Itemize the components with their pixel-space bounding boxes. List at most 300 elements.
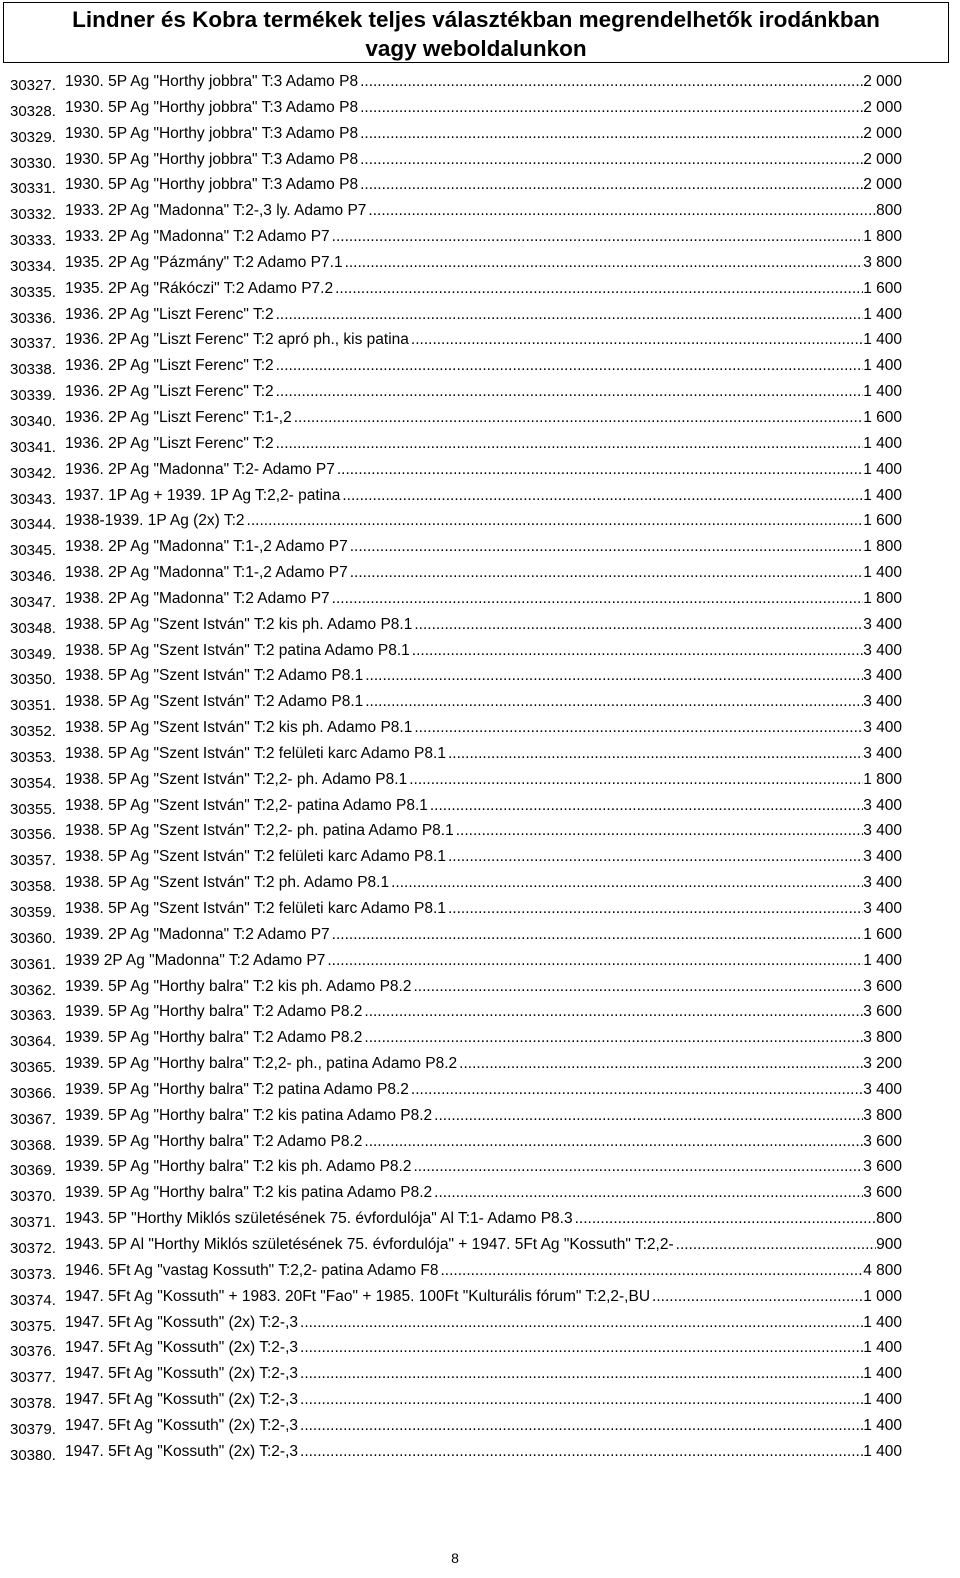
item-description: 1938. 5P Ag "Szent István" T:2,2- ph. patina Adamo P8.1 [65, 822, 454, 840]
item-number: 30330. [10, 154, 56, 172]
item-number: 30356. [10, 826, 56, 844]
item-description: 1939. 5P Ag "Horthy balra" T:2,2- ph., patina Adamo P8.2 [65, 1055, 458, 1073]
catalog-item [10, 923, 902, 949]
dot-leader [348, 538, 863, 556]
item-price: 3 400 [863, 641, 902, 659]
item-number: 30360. [10, 929, 56, 947]
item-line [65, 667, 902, 685]
item-description: 1938. 5P Ag "Szent István" T:2 felületi karc Adamo P8.1 [65, 744, 446, 762]
item-number: 30332. [10, 206, 56, 224]
catalog-item [10, 1000, 902, 1026]
item-description: 1939. 5P Ag "Horthy balra" T:2 kis patina Adamo P8.2 [65, 1184, 433, 1202]
item-price: 1 400 [863, 951, 902, 969]
catalog-item [10, 794, 902, 820]
catalog-item [10, 639, 902, 665]
item-description: 1937. 1P Ag + 1939. 1P Ag T:2,2- patina [65, 486, 341, 504]
item-line [65, 926, 902, 944]
dot-leader [362, 1003, 863, 1021]
dot-leader [340, 487, 863, 505]
item-line [65, 254, 902, 272]
item-line [65, 1003, 902, 1021]
item-price: 1 400 [863, 383, 902, 401]
item-line [65, 357, 902, 375]
item-line [65, 461, 902, 479]
dot-leader [348, 564, 863, 582]
item-line [65, 1029, 902, 1047]
item-number: 30334. [10, 257, 56, 275]
catalog-item [10, 1259, 902, 1285]
dot-leader [298, 1314, 863, 1332]
item-price: 1 600 [863, 408, 902, 426]
item-description: 1938. 2P Ag "Madonna" T:1-,2 Adamo P7 [65, 538, 348, 556]
item-line [65, 280, 902, 298]
item-number: 30365. [10, 1059, 56, 1077]
dot-leader [389, 874, 863, 892]
item-number: 30349. [10, 645, 56, 663]
dot-leader [409, 1081, 863, 1099]
dot-leader [362, 1029, 863, 1047]
dot-leader [330, 926, 864, 944]
item-description: 1930. 5P Ag "Horthy jobbra" T:3 Adamo P8 [65, 176, 359, 194]
catalog-item [10, 819, 902, 845]
catalog-item [10, 871, 902, 897]
item-number: 30350. [10, 671, 56, 689]
item-price: 2 000 [863, 98, 902, 116]
item-description: 1947. 5Ft Ag "Kossuth" (2x) T:2-,3 [65, 1365, 299, 1383]
item-description: 1938. 5P Ag "Szent István" T:2 kis ph. Adamo P8.1 [65, 719, 413, 737]
item-line [65, 719, 902, 737]
item-price: 2 000 [863, 124, 902, 142]
item-description: 1939. 5P Ag "Horthy balra" T:2 kis ph. Adamo P8.2 [65, 977, 412, 995]
item-description: 1947. 5Ft Ag "Kossuth" (2x) T:2-,3 [65, 1339, 299, 1357]
item-number: 30363. [10, 1007, 56, 1025]
catalog-item [10, 1155, 902, 1181]
item-price: 1 000 [863, 1287, 902, 1305]
item-price: 1 400 [863, 564, 902, 582]
dot-leader [245, 512, 864, 530]
item-price: 2 000 [863, 176, 902, 194]
dot-leader [274, 357, 864, 375]
dot-leader [410, 642, 863, 660]
item-number: 30369. [10, 1162, 56, 1180]
dot-leader [298, 1339, 863, 1357]
catalog-item [10, 716, 902, 742]
catalog-item [10, 949, 902, 975]
catalog-item [10, 484, 902, 510]
item-number: 30327. [10, 77, 56, 94]
item-line [65, 1158, 902, 1176]
catalog-item [10, 1026, 902, 1052]
dot-leader [446, 745, 863, 763]
item-price: 3 400 [863, 848, 902, 866]
dot-leader [358, 99, 863, 117]
item-number: 30357. [10, 852, 56, 870]
item-line [65, 952, 902, 970]
catalog-item [10, 1414, 902, 1440]
item-number: 30368. [10, 1136, 56, 1154]
item-line [65, 409, 902, 427]
item-description: 1947. 5Ft Ag "Kossuth" (2x) T:2-,3 [65, 1391, 299, 1409]
dot-leader [412, 616, 863, 634]
item-description: 1939. 5P Ag "Horthy balra" T:2 Adamo P8.2 [65, 1132, 363, 1150]
catalog-list [10, 70, 902, 1466]
dot-leader [333, 280, 863, 298]
item-line [65, 1443, 902, 1461]
item-line [65, 1133, 902, 1151]
item-price: 3 600 [863, 1158, 902, 1176]
catalog-item [10, 277, 902, 303]
item-price: 3 400 [863, 1080, 902, 1098]
dot-leader [446, 900, 863, 918]
catalog-item [10, 664, 902, 690]
item-line [65, 435, 902, 453]
catalog-item [10, 509, 902, 535]
catalog-item [10, 1078, 902, 1104]
item-description: 1936. 2P Ag "Liszt Ferenc" T:2 [65, 383, 274, 401]
item-description: 1930. 5P Ag "Horthy jobbra" T:3 Adamo P8 [65, 98, 359, 116]
item-number: 30371. [10, 1214, 56, 1232]
dot-leader [674, 1236, 876, 1254]
item-number: 30342. [10, 464, 56, 482]
dot-leader [330, 228, 864, 246]
page-header [3, 2, 949, 63]
catalog-item [10, 70, 902, 96]
item-price: 1 400 [863, 1391, 902, 1409]
item-description: 1938. 5P Ag "Szent István" T:2 patina Adamo P8.1 [65, 641, 410, 659]
item-price: 1 800 [863, 228, 902, 246]
catalog-item [10, 1362, 902, 1388]
item-price: 3 600 [863, 977, 902, 995]
item-number: 30336. [10, 309, 56, 327]
dot-leader [446, 848, 863, 866]
item-price: 1 400 [863, 331, 902, 349]
item-number: 30346. [10, 568, 56, 586]
item-description: 1939. 5P Ag "Horthy balra" T:2 Adamo P8.2 [65, 1029, 363, 1047]
dot-leader [274, 306, 864, 324]
item-price: 3 400 [863, 719, 902, 737]
catalog-item [10, 354, 902, 380]
item-price: 3 400 [863, 822, 902, 840]
item-description: 1939. 5P Ag "Horthy balra" T:2 patina Adamo P8.2 [65, 1080, 409, 1098]
catalog-item [10, 1233, 902, 1259]
catalog-item [10, 742, 902, 768]
catalog-item [10, 561, 902, 587]
dot-leader [438, 1262, 863, 1280]
catalog-item [10, 1336, 902, 1362]
item-description: 1936. 2P Ag "Liszt Ferenc" T:2 [65, 305, 274, 323]
item-number: 30377. [10, 1369, 56, 1387]
dot-leader [573, 1210, 877, 1228]
dot-leader [454, 822, 863, 840]
item-number: 30366. [10, 1084, 56, 1102]
catalog-item [10, 1181, 902, 1207]
dot-leader [298, 1391, 863, 1409]
item-line [65, 616, 902, 634]
header-line-2: vagy weboldalunkon [365, 36, 587, 61]
item-price: 1 800 [863, 770, 902, 788]
item-line [65, 176, 902, 194]
item-price: 1 800 [863, 589, 902, 607]
item-number: 30372. [10, 1239, 56, 1257]
item-price: 3 600 [863, 1184, 902, 1202]
item-line [65, 1081, 902, 1099]
dot-leader [358, 125, 863, 143]
item-price: 1 400 [863, 486, 902, 504]
item-price: 1 400 [863, 1365, 902, 1383]
item-number: 30343. [10, 490, 56, 508]
item-price: 900 [876, 1235, 902, 1253]
item-price: 3 400 [863, 667, 902, 685]
item-description: 1938. 5P Ag "Szent István" T:2 Adamo P8.1 [65, 693, 364, 711]
dot-leader [432, 1107, 863, 1125]
item-price: 3 600 [863, 1132, 902, 1150]
item-description: 1938. 5P Ag "Szent István" T:2 Adamo P8.1 [65, 667, 364, 685]
dot-leader [428, 797, 863, 815]
item-description: 1935. 2P Ag "Pázmány" T:2 Adamo P7.1 [65, 253, 343, 271]
dot-leader [274, 383, 864, 401]
dot-leader [358, 151, 863, 169]
item-description: 1936. 2P Ag "Madonna" T:2- Adamo P7 [65, 460, 335, 478]
item-description: 1933. 2P Ag "Madonna" T:2-,3 ly. Adamo P7 [65, 202, 367, 220]
catalog-item [10, 1388, 902, 1414]
item-description: 1939. 5P Ag "Horthy balra" T:2 kis ph. Adamo P8.2 [65, 1158, 412, 1176]
item-description: 1938. 5P Ag "Szent István" T:2,2- patina Adamo P8.1 [65, 796, 428, 814]
item-line [65, 642, 902, 660]
item-line [65, 1055, 902, 1073]
item-price: 1 400 [863, 357, 902, 375]
item-number: 30341. [10, 438, 56, 456]
item-number: 30354. [10, 774, 56, 792]
item-description: 1938. 5P Ag "Szent István" T:2 ph. Adamo P8.1 [65, 874, 390, 892]
item-description: 1943. 5P "Horthy Miklós születésének 75. évfordulója" Al T:1- Adamo P8.3 [65, 1210, 573, 1228]
item-line [65, 306, 902, 324]
catalog-item [10, 535, 902, 561]
item-number: 30362. [10, 981, 56, 999]
catalog-item [10, 1207, 902, 1233]
catalog-item [10, 148, 902, 174]
item-line [65, 822, 902, 840]
item-description: 1939. 5P Ag "Horthy balra" T:2 Adamo P8.2 [65, 1003, 363, 1021]
catalog-item [10, 251, 902, 277]
item-description: 1936. 2P Ag "Liszt Ferenc" T:2 [65, 434, 274, 452]
item-price: 3 800 [863, 1106, 902, 1124]
item-number: 30379. [10, 1420, 56, 1438]
dot-leader [457, 1055, 863, 1073]
catalog-item [10, 587, 902, 613]
item-price: 3 800 [863, 253, 902, 271]
dot-leader [343, 254, 864, 272]
catalog-item [10, 768, 902, 794]
item-line [65, 331, 902, 349]
item-number: 30378. [10, 1395, 56, 1413]
item-price: 3 400 [863, 874, 902, 892]
item-description: 1938. 2P Ag "Madonna" T:1-,2 Adamo P7 [65, 564, 348, 582]
dot-leader [363, 693, 863, 711]
dot-leader [274, 435, 864, 453]
item-number: 30375. [10, 1317, 56, 1335]
item-price: 4 800 [863, 1261, 902, 1279]
dot-leader [358, 73, 863, 91]
dot-leader [411, 1158, 863, 1176]
item-price: 1 600 [863, 512, 902, 530]
item-number: 30335. [10, 283, 56, 301]
item-number: 30370. [10, 1188, 56, 1206]
item-description: 1930. 5P Ag "Horthy jobbra" T:3 Adamo P8 [65, 73, 359, 90]
item-price: 2 000 [863, 150, 902, 168]
item-line [65, 1365, 902, 1383]
item-line [65, 874, 902, 892]
item-line [65, 1262, 902, 1280]
catalog-item [10, 1052, 902, 1078]
item-line [65, 538, 902, 556]
item-description: 1943. 5P Al "Horthy Miklós születésének 75. évfordulója" + 1947. 5Ft Ag "Kossuth" T:2,2- [65, 1235, 674, 1253]
item-line [65, 1107, 902, 1125]
item-number: 30338. [10, 361, 56, 379]
item-number: 30359. [10, 904, 56, 921]
dot-leader [411, 978, 863, 996]
item-line [65, 771, 902, 789]
item-line [65, 693, 902, 711]
item-line [65, 900, 902, 918]
item-number: 30348. [10, 619, 56, 637]
item-line [65, 151, 902, 169]
item-number: 30353. [10, 748, 56, 766]
item-number: 30328. [10, 102, 56, 120]
item-number: 30374. [10, 1291, 56, 1309]
item-line [65, 383, 902, 401]
item-price: 3 400 [863, 744, 902, 762]
item-description: 1939. 5P Ag "Horthy balra" T:2 kis patina Adamo P8.2 [65, 1106, 433, 1124]
item-line [65, 590, 902, 608]
item-price: 1 400 [863, 460, 902, 478]
item-price: 3 200 [863, 1055, 902, 1073]
item-price: 3 400 [863, 615, 902, 633]
item-number: 30355. [10, 800, 56, 818]
item-price: 1 400 [863, 305, 902, 323]
item-description: 1930. 5P Ag "Horthy jobbra" T:3 Adamo P8 [65, 150, 359, 168]
catalog-item [10, 845, 902, 871]
catalog-item [10, 432, 902, 458]
item-description: 1947. 5Ft Ag "Kossuth" + 1983. 20Ft "Fao" + 1985. 100Ft "Kulturális fórum" T:2,2-,BU [65, 1287, 651, 1305]
dot-leader [432, 1184, 863, 1202]
item-number: 30333. [10, 232, 56, 250]
item-line [65, 512, 902, 530]
item-description: 1935. 2P Ag "Rákóczi" T:2 Adamo P7.2 [65, 279, 334, 297]
item-price: 3 600 [863, 1003, 902, 1021]
item-line [65, 1314, 902, 1332]
item-number: 30364. [10, 1033, 56, 1051]
item-description: 1938. 2P Ag "Madonna" T:2 Adamo P7 [65, 589, 330, 607]
item-number: 30358. [10, 878, 56, 896]
item-description: 1938-1939. 1P Ag (2x) T:2 [65, 512, 245, 530]
item-number: 30340. [10, 412, 56, 430]
catalog-item [10, 1285, 902, 1311]
catalog-item [10, 96, 902, 122]
item-price: 1 800 [863, 538, 902, 556]
catalog-item [10, 328, 902, 354]
catalog-item [10, 380, 902, 406]
item-number: 30361. [10, 955, 56, 973]
item-line [65, 1184, 902, 1202]
catalog-item [10, 690, 902, 716]
dot-leader [298, 1443, 863, 1461]
item-number: 30331. [10, 180, 56, 198]
catalog-item [10, 406, 902, 432]
dot-leader [292, 409, 864, 427]
item-line [65, 564, 902, 582]
item-description: 1947. 5Ft Ag "Kossuth" (2x) T:2-,3 [65, 1442, 299, 1460]
catalog-item [10, 897, 902, 923]
catalog-item [10, 122, 902, 148]
catalog-item [10, 1104, 902, 1130]
dot-leader [409, 331, 863, 349]
item-description: 1936. 2P Ag "Liszt Ferenc" T:2 [65, 357, 274, 375]
item-price: 3 400 [863, 693, 902, 711]
item-line [65, 202, 902, 220]
catalog-item [10, 458, 902, 484]
page-number: 8 [451, 1550, 459, 1566]
item-line [65, 228, 902, 246]
item-line [65, 487, 902, 505]
item-number: 30380. [10, 1446, 56, 1464]
item-line [65, 99, 902, 117]
catalog-item [10, 303, 902, 329]
item-number: 30344. [10, 516, 56, 534]
item-price: 800 [876, 202, 902, 220]
item-price: 3 400 [863, 796, 902, 814]
item-number: 30347. [10, 593, 56, 611]
catalog-item [10, 1440, 902, 1466]
item-price: 1 400 [863, 1416, 902, 1434]
item-price: 800 [876, 1210, 902, 1228]
dot-leader [412, 719, 863, 737]
item-line [65, 1236, 902, 1254]
catalog-item [10, 1130, 902, 1156]
item-price: 1 400 [863, 1339, 902, 1357]
item-description: 1936. 2P Ag "Liszt Ferenc" T:1-,2 [65, 408, 292, 426]
item-number: 30373. [10, 1265, 56, 1283]
item-number: 30345. [10, 542, 56, 560]
item-description: 1938. 5P Ag "Szent István" T:2 felületi karc Adamo P8.1 [65, 848, 446, 866]
item-line [65, 1288, 902, 1306]
item-description: 1938. 5P Ag "Szent István" T:2,2- ph. Adamo P8.1 [65, 770, 408, 788]
item-number: 30329. [10, 128, 56, 146]
item-number: 30352. [10, 723, 56, 741]
catalog-item [10, 613, 902, 639]
item-description: 1938. 5P Ag "Szent István" T:2 kis ph. Adamo P8.1 [65, 615, 413, 633]
item-line [65, 797, 902, 815]
item-number: 30376. [10, 1343, 56, 1361]
item-price: 3 800 [863, 1029, 902, 1047]
item-price: 3 400 [863, 900, 902, 917]
item-description: 1946. 5Ft Ag "vastag Kossuth" T:2,2- patina Adamo F8 [65, 1261, 439, 1279]
item-price: 1 400 [863, 434, 902, 452]
dot-leader [298, 1417, 863, 1435]
item-number: 30339. [10, 387, 56, 405]
catalog-item [10, 173, 902, 199]
catalog-item [10, 225, 902, 251]
item-description: 1939 2P Ag "Madonna" T:2 Adamo P7 [65, 951, 326, 969]
dot-leader [335, 461, 863, 479]
dot-leader [330, 590, 864, 608]
item-number: 30367. [10, 1110, 56, 1128]
item-description: 1938. 5P Ag "Szent István" T:2 felületi karc Adamo P8.1 [65, 900, 446, 917]
item-number: 30351. [10, 697, 56, 715]
catalog-item [10, 199, 902, 225]
item-line [65, 978, 902, 996]
dot-leader [363, 667, 863, 685]
dot-leader [325, 952, 863, 970]
